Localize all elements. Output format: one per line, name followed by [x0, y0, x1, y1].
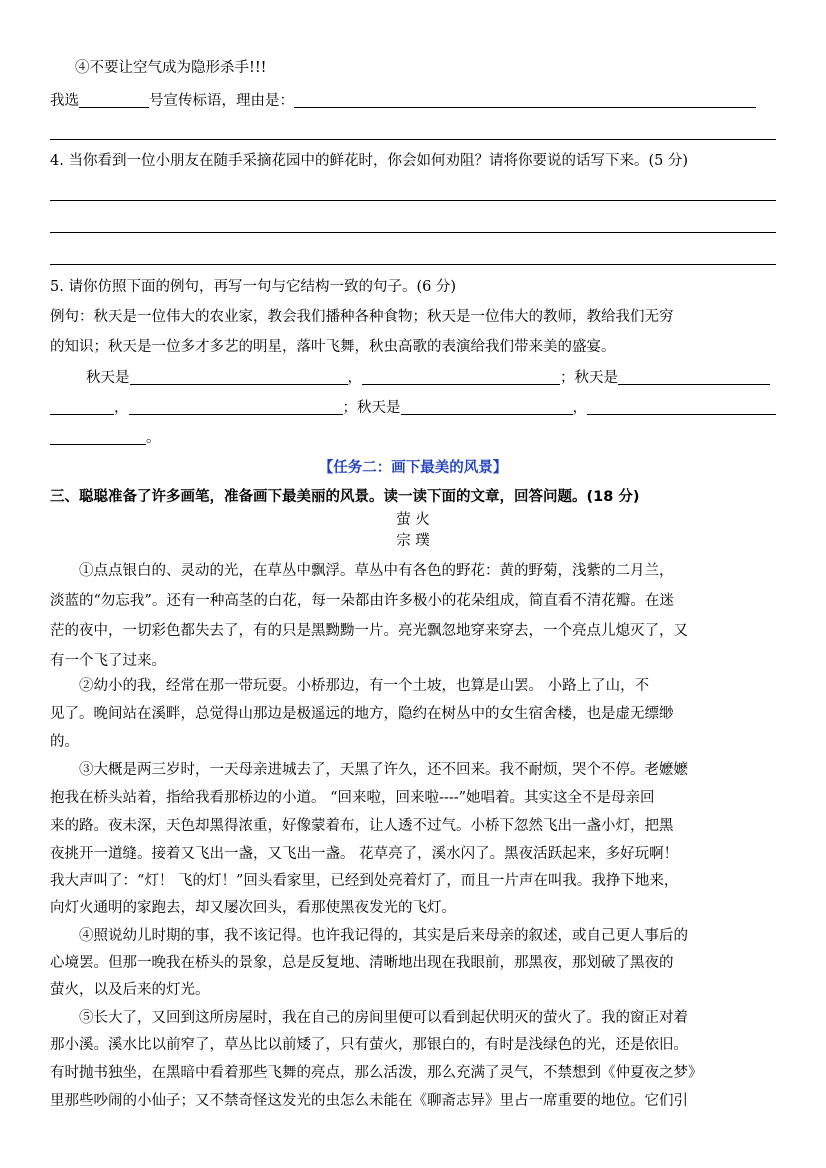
answer-rule[interactable] [50, 264, 776, 265]
article-line: 心境罢。但那一晚我在桥头的景象，总是反复地、清晰地出现在我眼前，那黑夜，那划破了黑夜的 [50, 955, 674, 971]
article-line: 来的路。夜未深，天色却黑得浓重，好像蒙着布，让人透不过气。小桥下忽然飞出一盏小灯，把黑 [50, 818, 674, 834]
article-line: 萤火，以及后来的灯光。 [50, 982, 210, 998]
fill-blank[interactable] [587, 398, 776, 415]
article-title: 萤 火 [396, 512, 430, 528]
article-line: 有时抛书独坐，在黑暗中看着那些飞舞的亮点，那么活泼，那么充满了灵气，不禁想到《仲夏夜之梦》 [50, 1065, 703, 1081]
q5-fill-line-3 [50, 428, 776, 448]
section-3-heading: 三、聪聪准备了许多画笔，准备画下最美丽的风景。读一读下面的文章，回答问题。(18 分) [50, 489, 640, 505]
comma: ， [347, 370, 362, 386]
article-line: ④照说幼儿时期的事，我不该记得。也许我记得的，其实是后来母亲的叙述，或自己更人事后的 [79, 928, 688, 944]
article-line: ②幼小的我，经常在那一带玩耍。小桥那边，有一个土坡，也算是山罢。 小路上了山，不 [79, 678, 650, 694]
article-line: 有一个飞了过来。 [50, 653, 166, 669]
reason-blank[interactable] [294, 91, 756, 108]
article-line: 夜挑开一道缝。接着又飞出一盏，又飞出一盏。 花草亮了，溪水闪了。黑夜活跃起来，多好玩啊！ [50, 846, 679, 862]
fill-blank[interactable] [618, 368, 770, 385]
question-4: 4. 当你看到一位小朋友在随手采摘花园中的鲜花时，你会如何劝阻？请将你要说的话写下来。(5 分) [50, 153, 689, 169]
slogan-number-blank[interactable] [79, 91, 149, 108]
comma: ， [114, 400, 129, 416]
article-line: 淡蓝的“勿忘我”。还有一种高茎的白花，每一朵都由许多极小的花朵组成，简直看不清花瓣。在迷 [50, 593, 674, 609]
q5-fill-line-1 [86, 368, 776, 388]
q3-answer-line [50, 91, 776, 111]
article-line: 向灯火通明的家跑去，却又屡次回头，看那使黑夜发光的飞灯。 [50, 900, 456, 916]
fill-start: 秋天是 [86, 370, 130, 386]
period: 。 [146, 430, 161, 446]
fill-blank[interactable] [362, 368, 560, 385]
answer-rule[interactable] [50, 200, 776, 201]
task-2-heading: 【任务二：画下最美的风景】 [318, 460, 508, 476]
fill-mid-2: ；秋天是 [342, 400, 401, 416]
answer-rule[interactable] [50, 232, 776, 233]
fill-mid: ；秋天是 [560, 370, 618, 386]
article-line: 我大声叫了：“灯！ 飞的灯！”回头看家里，已经到处亮着灯了，而且一片声在叫我。我挣下地来， [50, 873, 679, 889]
q5-fill-line-2 [50, 398, 776, 418]
article-line: 的。 [50, 734, 79, 750]
answer-rule[interactable] [50, 139, 776, 140]
comma: ， [572, 400, 587, 416]
article-line: ③大概是两三岁时，一天母亲进城去了，天黑了许久，还不回来。我不耐烦，哭个不停。老嬷嬷 [79, 762, 688, 778]
example-line-1: 例句：秋天是一位伟大的农业家，教会我们播种各种食物；秋天是一位伟大的教师，教给我们无穷 [50, 309, 674, 325]
article-author: 宗 璞 [396, 533, 430, 549]
question-5: 5. 请你仿照下面的例句，再写一句与它结构一致的句子。(6 分) [50, 279, 457, 295]
article-line: 茫的夜中，一切彩色都失去了，有的只是黑黝黝一片。亮光飘忽地穿来穿去，一个亮点儿熄灭了，又 [50, 623, 688, 639]
fill-blank[interactable] [50, 428, 146, 445]
slogan-option-4: ④不要让空气成为隐形杀手!!! [75, 60, 267, 76]
fill-blank[interactable] [129, 398, 343, 415]
article-line: 抱我在桥头站着，指给我看那桥边的小道。 “回来啦，回来啦----”她唱着。其实这全不是母亲回 [50, 790, 655, 806]
article-line: 那小溪。溪水比以前窄了，草丛比以前矮了，只有萤火，那银白的，有时是浅绿色的光，还是依旧。 [50, 1037, 688, 1053]
article-line: 里那些吵闹的小仙子；又不禁奇怪这发光的虫怎么未能在《聊斋志异》里占一席重要的地位。它们引 [50, 1093, 688, 1109]
fill-blank[interactable] [50, 398, 114, 415]
article-line: ⑤长大了，又回到这所房屋时，我在自己的房间里便可以看到起伏明灭的萤火了。我的窗正对着 [79, 1010, 688, 1026]
example-line-2: 的知识；秋天是一位多才多艺的明星，落叶飞舞，秋虫高歌的表演给我们带来美的盛宴。 [50, 339, 616, 355]
q3-middle: 号宣传标语，理由是： [149, 93, 294, 109]
fill-blank[interactable] [130, 368, 348, 385]
fill-blank[interactable] [401, 398, 573, 415]
q3-prefix: 我选 [50, 93, 79, 109]
article-line: ①点点银白的、灵动的光，在草丛中飘浮。草丛中有各色的野花：黄的野菊，浅紫的二月兰， [79, 563, 674, 579]
article-line: 见了。晚间站在溪畔，总觉得山那边是极遥远的地方，隐约在树丛中的女生宿舍楼，也是虚无缥缈 [50, 706, 674, 722]
